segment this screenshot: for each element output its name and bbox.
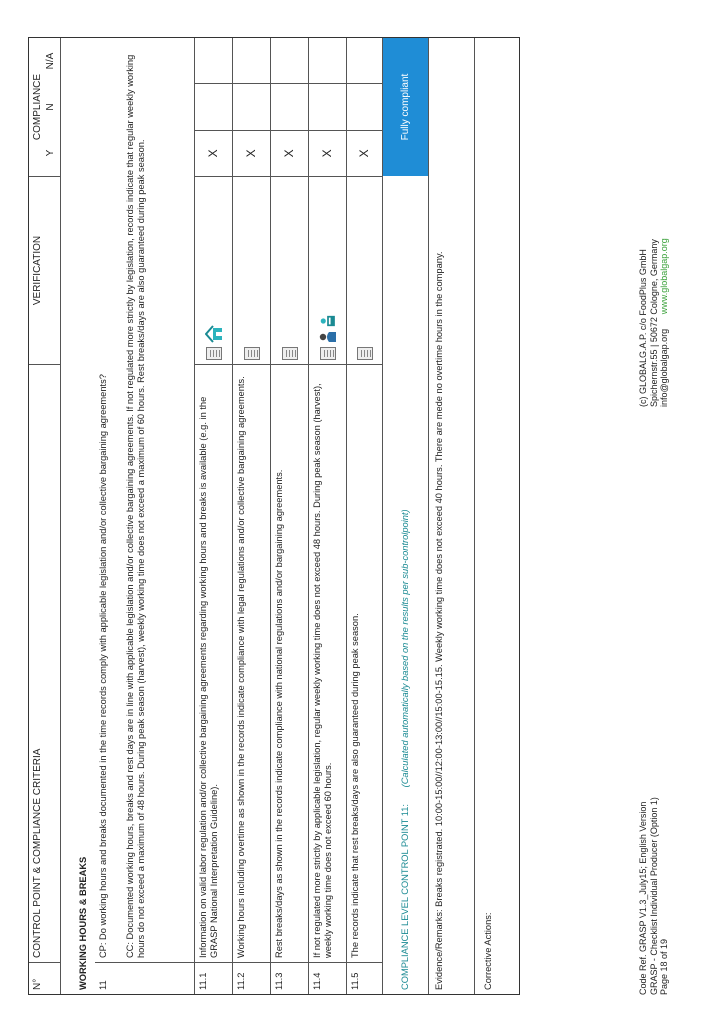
compliance-n[interactable]: [309, 83, 346, 129]
subpoint-row: [195, 38, 233, 994]
compliance-n[interactable]: [233, 83, 270, 129]
document-icon: [357, 347, 373, 360]
compliance-na-label: N/A: [45, 52, 56, 70]
checklist-table: [28, 37, 520, 995]
compliance-n[interactable]: [271, 83, 308, 129]
compliance-n[interactable]: [347, 83, 382, 129]
cp-question: CP: Do working hours and breaks documented in the time records comply with applicable legislation and/or collective bargaining agreements?: [98, 374, 108, 959]
subpoint-text: Rest breaks/days as shown in the records indicate compliance with national regulations and/or bargaining agreements.: [271, 364, 308, 962]
compliance-title: COMPLIANCE: [32, 73, 43, 141]
compliance-n[interactable]: [195, 83, 232, 129]
footer-website-link[interactable]: www.globalgap.org: [659, 238, 669, 315]
compliance-cells: [195, 38, 232, 176]
corrective-row: [475, 38, 519, 994]
section-title: WORKING HOURS & BREAKS: [78, 856, 88, 990]
compliance-na[interactable]: [233, 38, 270, 83]
header-criteria: CONTROL POINT & COMPLIANCE CRITERIA: [29, 364, 60, 962]
footer-code-ref: Code Ref. GRASP V1.3_July15; English Version: [638, 801, 648, 995]
compliance-cells: [309, 38, 346, 176]
compliance-result-badge: Fully compliant: [383, 38, 428, 176]
section-row: [61, 38, 95, 994]
corrective-actions[interactable]: Corrective Actions:: [483, 912, 493, 990]
footer-checklist-name: GRASP - Checklist Individual Producer (Option 1): [648, 797, 659, 995]
compliance-y-label: Y: [45, 149, 56, 157]
subpoint-number: 11.4: [309, 962, 346, 994]
manager-icon: [319, 315, 337, 327]
subpoint-text: Information on valid labor regulation and/or collective bargaining agreements regarding working hours and breaks is available (e.g. in the GRASP National Interpretation Guideline).: [195, 364, 232, 962]
document-icon: [282, 347, 298, 360]
verification-icons: [347, 176, 382, 364]
cp-compliance-criteria: CC: Documented working hours, breaks and rest days are in line with applicable legislation and/or collective bargaining agreements. If not regulated more strictly by legislation, records indicate that regular weekly working hours do not exceed a maximum of 48 hours. During peak season (harvest), weekly working time does not exceed a maximum of 60 hours. Rest breaks/days are also guaranteed during peak season.: [125, 54, 146, 959]
subpoint-row: [233, 38, 271, 994]
compliance-na[interactable]: [309, 38, 346, 83]
subpoint-row: [309, 38, 347, 994]
header-num: N°: [29, 962, 60, 994]
subpoint-row: [271, 38, 309, 994]
cp-text-cell: [95, 38, 194, 962]
compliance-na[interactable]: [195, 38, 232, 83]
compliance-y[interactable]: X: [233, 130, 270, 176]
verification-icons: [195, 176, 232, 364]
subpoint-text: Working hours including overtime as shown in the records indicate compliance with legal regulations and/or collective bargaining agreements.: [233, 364, 270, 962]
subpoint-number: 11.5: [347, 962, 382, 994]
compliance-level-row: [383, 38, 429, 994]
compliance-level-note: (Calculated automatically based on the results per sub-controlpoint): [400, 509, 410, 788]
subpoint-number: 11.2: [233, 962, 270, 994]
compliance-na[interactable]: [271, 38, 308, 83]
evidence-row: [429, 38, 475, 994]
footer-right: [638, 238, 670, 407]
subpoint-text: If not regulated more strictly by applicable legislation, regular weekly working time does not exceed 48 hours. During peak season (harvest), weekly working time does not exceed 60 hours.: [309, 364, 346, 962]
table-header-row: [29, 38, 61, 994]
compliance-cells: [271, 38, 308, 176]
document-icon: [206, 347, 222, 360]
document-icon: [244, 347, 260, 360]
compliance-na[interactable]: [347, 38, 382, 83]
compliance-cells: [233, 38, 270, 176]
document-icon: [320, 347, 336, 360]
footer-address: Spichernstr.55 | 50672 Cologne, Germany: [648, 239, 659, 407]
compliance-level-label-cell: [397, 176, 414, 994]
cp-number: 11: [95, 962, 194, 994]
compliance-y[interactable]: X: [347, 130, 382, 176]
footer-copyright: (c) GLOBALG.A.P. c/o FoodPlus GmbH: [638, 249, 648, 407]
compliance-y[interactable]: X: [271, 130, 308, 176]
verification-icons: [309, 176, 346, 364]
subpoint-text: The records indicate that rest breaks/days are also guaranteed during peak season.: [347, 364, 382, 962]
compliance-cells: [347, 38, 382, 176]
compliance-y[interactable]: X: [309, 130, 346, 176]
header-verification: VERIFICATION: [29, 176, 60, 364]
house-icon: [205, 325, 223, 343]
subpoint-number: 11.3: [271, 962, 308, 994]
worker-icon: [319, 331, 337, 343]
compliance-y[interactable]: X: [195, 130, 232, 176]
footer-left: [638, 797, 670, 995]
footer-page-number: Page 18 of 19: [659, 938, 669, 995]
evidence-remarks[interactable]: Evidence/Remarks: Breaks registrated. 10:00-15:00//12:00-13:00//15:00-15.15. Weekly working time does not exceed 40 hours. There are mede no overtime hours in the company.: [434, 251, 444, 990]
compliance-n-label: N: [45, 103, 56, 111]
subpoint-row: [347, 38, 383, 994]
header-compliance: [29, 38, 60, 176]
footer-email: info@globalgap.org: [659, 328, 669, 407]
compliance-level-label: COMPLIANCE LEVEL CONTROL POINT 11:: [400, 804, 410, 990]
subpoint-number: 11.1: [195, 962, 232, 994]
verification-icons: [233, 176, 270, 364]
verification-icons: [271, 176, 308, 364]
control-point-row: [95, 38, 195, 994]
